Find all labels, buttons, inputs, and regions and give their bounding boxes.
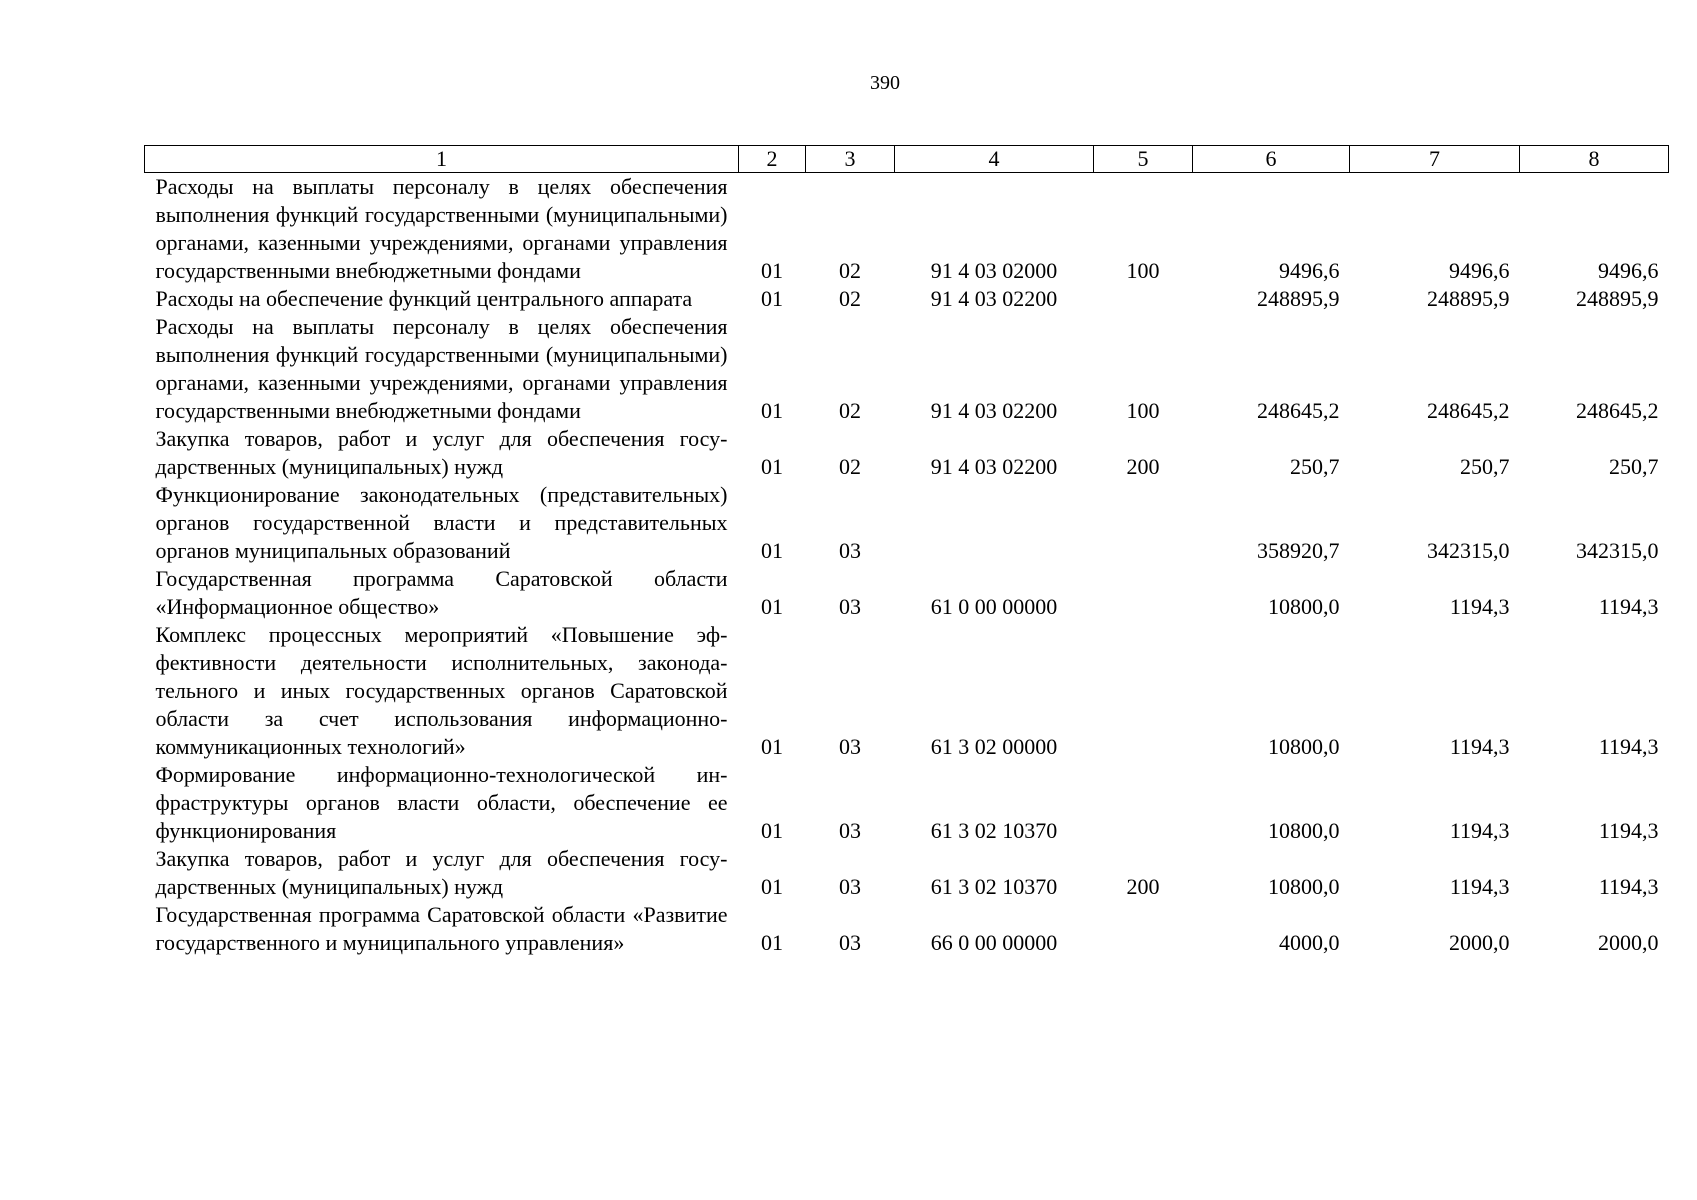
row-name-cell: Расходы на выплаты персоналу в целях обеспечения выполнения функций государственными (муниципальными) органами, казенными учреждениями, органами управления государственными внебюджетными фондами — [155, 174, 728, 283]
target-article-cell: 91 4 03 02000 — [930, 258, 1058, 283]
target-article-cell: 61 0 00 00000 — [930, 594, 1058, 619]
amount-col7-cell: 9496,6 — [1449, 258, 1510, 283]
amount-col7-cell: 248895,9 — [1427, 286, 1510, 311]
row-name-cell: Закупка товаров, работ и услуг для обеспечения государственных (муниципальных) нужд — [155, 846, 728, 899]
target-article-cell: 61 3 02 10370 — [930, 874, 1058, 899]
amount-col8-cell: 1194,3 — [1598, 874, 1659, 899]
amount-col8-cell: 9496,6 — [1598, 258, 1659, 283]
row-name-cell: Закупка товаров, работ и услуг для обеспечения государственных (муниципальных) нужд — [155, 426, 728, 479]
table-row — [145, 761, 1669, 845]
section-code-cell: 01 — [761, 538, 783, 563]
column-header-8: 8 — [1520, 146, 1669, 173]
table-row — [145, 425, 1669, 481]
section-code-cell: 01 — [761, 286, 783, 311]
expense-type-cell: 200 — [1126, 454, 1160, 479]
column-header-6: 6 — [1193, 146, 1350, 173]
amount-col6-cell: 250,7 — [1290, 454, 1340, 479]
table-row — [145, 481, 1669, 565]
subsection-code-cell: 03 — [839, 594, 861, 619]
subsection-code-cell: 03 — [839, 874, 861, 899]
table-row — [145, 845, 1669, 901]
amount-col7-cell: 1194,3 — [1449, 874, 1510, 899]
target-article-cell: 61 3 02 10370 — [930, 818, 1058, 843]
amount-col6-cell: 10800,0 — [1268, 594, 1340, 619]
expense-type-cell — [1094, 901, 1193, 957]
section-code-cell: 01 — [761, 454, 783, 479]
section-code-cell: 01 — [761, 594, 783, 619]
column-header-2: 2 — [739, 146, 806, 173]
amount-col6-cell: 10800,0 — [1268, 734, 1340, 759]
table-row — [145, 901, 1669, 957]
budget-table — [144, 145, 1669, 957]
column-header-4: 4 — [895, 146, 1094, 173]
amount-col8-cell: 1194,3 — [1598, 734, 1659, 759]
target-article-cell — [895, 481, 1094, 565]
amount-col8-cell: 1194,3 — [1598, 818, 1659, 843]
target-article-cell: 91 4 03 02200 — [930, 286, 1058, 311]
amount-col8-cell: 248895,9 — [1576, 286, 1659, 311]
amount-col8-cell: 2000,0 — [1598, 930, 1659, 955]
target-article-cell: 91 4 03 02200 — [930, 454, 1058, 479]
expense-type-cell — [1094, 481, 1193, 565]
column-header-7: 7 — [1350, 146, 1520, 173]
amount-col6-cell: 358920,7 — [1257, 538, 1340, 563]
row-name-cell: Государственная программа Саратовской области «Развитие государственного и муниципального управления» — [155, 902, 728, 955]
amount-col7-cell: 342315,0 — [1427, 538, 1510, 563]
section-code-cell: 01 — [761, 874, 783, 899]
table-row — [145, 285, 1669, 313]
header-row — [145, 146, 1669, 173]
amount-col8-cell: 1194,3 — [1598, 594, 1659, 619]
row-name-cell: Функционирование законодательных (представительных) органов государственной власти и представительных органов муниципальных образований — [155, 482, 728, 563]
table-row — [145, 565, 1669, 621]
table-row — [145, 173, 1669, 286]
target-article-cell: 91 4 03 02200 — [930, 398, 1058, 423]
section-code-cell: 01 — [761, 930, 783, 955]
amount-col6-cell: 4000,0 — [1279, 930, 1340, 955]
column-header-5: 5 — [1094, 146, 1193, 173]
row-name-cell: Расходы на обеспечение функций центрального аппарата — [155, 286, 693, 311]
expense-type-cell — [1094, 285, 1193, 313]
page-number: 390 — [870, 72, 900, 94]
expense-type-cell — [1094, 565, 1193, 621]
target-article-cell: 66 0 00 00000 — [930, 930, 1058, 955]
expense-type-cell: 100 — [1126, 398, 1160, 423]
target-article-cell: 61 3 02 00000 — [930, 734, 1058, 759]
subsection-code-cell: 03 — [839, 734, 861, 759]
row-name-cell: Формирование информационно-технологической инфраструктуры органов власти области, обеспечение ее функционирования — [155, 762, 728, 843]
row-name-cell: Комплекс процессных мероприятий «Повышение эффективности деятельности исполнительных, законодательного и иных государственных органов Саратовской области за счет использования информационно-коммуникационных технологий» — [155, 622, 728, 759]
amount-col7-cell: 1194,3 — [1449, 818, 1510, 843]
expense-type-cell — [1094, 621, 1193, 761]
expense-type-cell: 100 — [1126, 258, 1160, 283]
amount-col8-cell: 342315,0 — [1576, 538, 1659, 563]
amount-col6-cell: 9496,6 — [1279, 258, 1340, 283]
subsection-code-cell: 03 — [839, 930, 861, 955]
amount-col7-cell: 248645,2 — [1427, 398, 1510, 423]
subsection-code-cell: 02 — [839, 258, 861, 283]
amount-col7-cell: 250,7 — [1460, 454, 1510, 479]
expense-type-cell — [1094, 761, 1193, 845]
column-header-3: 3 — [806, 146, 895, 173]
subsection-code-cell: 02 — [839, 286, 861, 311]
row-name-cell: Государственная программа Саратовской области «Информационное общество» — [155, 566, 728, 619]
amount-col6-cell: 248895,9 — [1257, 286, 1340, 311]
table-row — [145, 621, 1669, 761]
subsection-code-cell: 03 — [839, 818, 861, 843]
subsection-code-cell: 02 — [839, 454, 861, 479]
amount-col7-cell: 1194,3 — [1449, 594, 1510, 619]
section-code-cell: 01 — [761, 818, 783, 843]
row-name-cell: Расходы на выплаты персоналу в целях обеспечения выполнения функций государственными (муниципальными) органами, казенными учреждениями, органами управления государственными внебюджетными фондами — [155, 314, 728, 423]
amount-col6-cell: 248645,2 — [1257, 398, 1340, 423]
subsection-code-cell: 03 — [839, 538, 861, 563]
section-code-cell: 01 — [761, 734, 783, 759]
amount-col6-cell: 10800,0 — [1268, 818, 1340, 843]
amount-col6-cell: 10800,0 — [1268, 874, 1340, 899]
amount-col7-cell: 2000,0 — [1449, 930, 1510, 955]
amount-col8-cell: 248645,2 — [1576, 398, 1659, 423]
column-header-1: 1 — [145, 146, 739, 173]
subsection-code-cell: 02 — [839, 398, 861, 423]
section-code-cell: 01 — [761, 258, 783, 283]
table-row — [145, 313, 1669, 425]
expense-type-cell: 200 — [1126, 874, 1160, 899]
amount-col8-cell: 250,7 — [1609, 454, 1659, 479]
amount-col7-cell: 1194,3 — [1449, 734, 1510, 759]
section-code-cell: 01 — [761, 398, 783, 423]
